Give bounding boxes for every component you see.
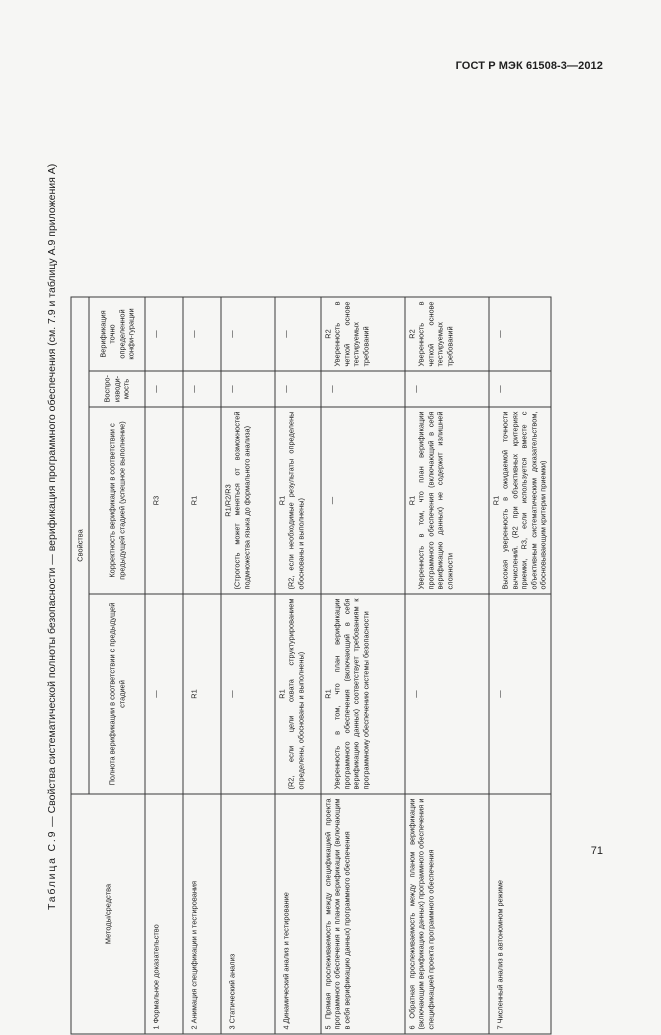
- correctness-text: (Строгость может меняться от возможностей подмножества языка до формального анализа): [232, 411, 252, 590]
- correctness-cell: [145, 407, 183, 594]
- completeness-cell: —: [405, 594, 489, 794]
- repeatability-cell: —: [489, 371, 551, 407]
- table-row: [489, 297, 551, 1034]
- completeness-cell: R1: [183, 594, 221, 794]
- caption-lead: Таблица С.9: [46, 829, 58, 910]
- header-methods: Методы/средства: [71, 794, 145, 1034]
- config-code: R2: [323, 329, 333, 339]
- config-cell: —: [489, 297, 551, 371]
- header-repeatability: Воспро-изводи-мость: [89, 371, 145, 407]
- table-caption: [46, 70, 58, 910]
- method-cell: 2 Анимация спецификации и тестирования: [183, 794, 221, 1034]
- correctness-cell: —: [321, 407, 405, 594]
- header-row-1: [71, 297, 89, 1034]
- table-row: [183, 297, 221, 1034]
- repeatability-cell: —: [321, 371, 405, 407]
- config-text: Уверенность в четкой основе тестируемых требований: [416, 301, 455, 367]
- repeatability-cell: —: [405, 371, 489, 407]
- rotated-table-wrapper: [71, 298, 548, 1035]
- correctness-code: R1: [491, 495, 501, 506]
- header-properties: Свойства: [71, 297, 89, 794]
- table-row: [405, 297, 489, 1034]
- config-cell: —: [145, 297, 183, 371]
- standard-header: ГОСТ Р МЭК 61508-3—2012: [455, 60, 603, 72]
- table-row: [321, 297, 405, 1034]
- completeness-cell: [321, 594, 405, 794]
- correctness-cell: [489, 407, 551, 594]
- config-cell: [321, 297, 405, 371]
- correctness-code: R1: [407, 495, 417, 506]
- config-cell: —: [275, 297, 321, 371]
- correctness-code: R1: [189, 495, 199, 506]
- config-cell: —: [183, 297, 221, 371]
- verification-properties-table: [71, 296, 552, 1034]
- correctness-cell: [183, 407, 221, 594]
- method-cell: 5 Прямая прослеживаемость между спецификацией проекта программного обеспечения и планом верификации (включающим в себя верификацию данных) программного обеспечения: [321, 794, 405, 1034]
- correctness-cell: [405, 407, 489, 594]
- correctness-code: R3: [151, 495, 161, 506]
- page-number: 71: [590, 845, 603, 857]
- completeness-text: Уверенность в том, что план верификации программного обеспечения (включающий в себя верификацию данных) соответствует требованиям к программному обеспечению системы безопасности: [332, 598, 371, 790]
- correctness-text: Высокая уверенность в ожидаемой точности вычислений. (R2 при объективных критериях приемки, R3, если используется вместе с объективным систематическим доказательством, обосновывающим критерии приемки): [500, 411, 548, 590]
- correctness-cell: [221, 407, 275, 594]
- method-cell: 7 Численный анализ в автономном режиме: [489, 794, 551, 1034]
- method-cell: 6 Обратная прослеживаемость между планом верификации (включающим верификацию данных) программного обеспечения и спецификацией проекта программного обеспечения: [405, 794, 489, 1034]
- config-cell: —: [221, 297, 275, 371]
- config-cell: [405, 297, 489, 371]
- repeatability-cell: —: [221, 371, 275, 407]
- completeness-cell: —: [221, 594, 275, 794]
- method-cell: 3 Статический анализ: [221, 794, 275, 1034]
- completeness-code: R1: [277, 689, 287, 699]
- repeatability-cell: —: [183, 371, 221, 407]
- table-row: [275, 297, 321, 1034]
- correctness-code: R1/R2/R3: [223, 484, 233, 517]
- correctness-text: Уверенность в том, что план верификации программного обеспечения (включающий в себя верификацию данных) не содержит излишней сложности: [416, 411, 455, 590]
- completeness-code: R1: [323, 689, 333, 699]
- completeness-cell: [275, 594, 321, 794]
- method-cell: 4 Динамический анализ и тестирование: [275, 794, 321, 1034]
- correctness-text: (R2, если необходимые результаты определены обоснованы и выполнены): [286, 411, 306, 590]
- config-code: R2: [407, 329, 417, 339]
- correctness-code: R1: [277, 495, 287, 506]
- table-row: [145, 297, 183, 1034]
- completeness-cell: —: [489, 594, 551, 794]
- completeness-cell: —: [145, 594, 183, 794]
- header-config: Верификация точно определенной конфи-гурации: [89, 297, 145, 371]
- caption-rest: — Свойства систематической полноты безопасности — верификация программного обеспечения (см. 7.9 и таблицу А.9 приложения А): [46, 163, 58, 830]
- completeness-text: (R2, если цели охвата структурированием определены, обоснованы и выполнены): [286, 598, 306, 790]
- table-row: [221, 297, 275, 1034]
- method-cell: 1 Формальное доказательство: [145, 794, 183, 1034]
- repeatability-cell: —: [145, 371, 183, 407]
- repeatability-cell: —: [275, 371, 321, 407]
- header-completeness: Полнота верификации в соответствии с предыдущей стадией: [89, 594, 145, 794]
- correctness-cell: [275, 407, 321, 594]
- config-text: Уверенность в четкой основе тестируемых требований: [332, 301, 371, 367]
- header-correctness: Корректность верификации в соответствии с предыдущей стадией (успешное выполнение): [89, 407, 145, 594]
